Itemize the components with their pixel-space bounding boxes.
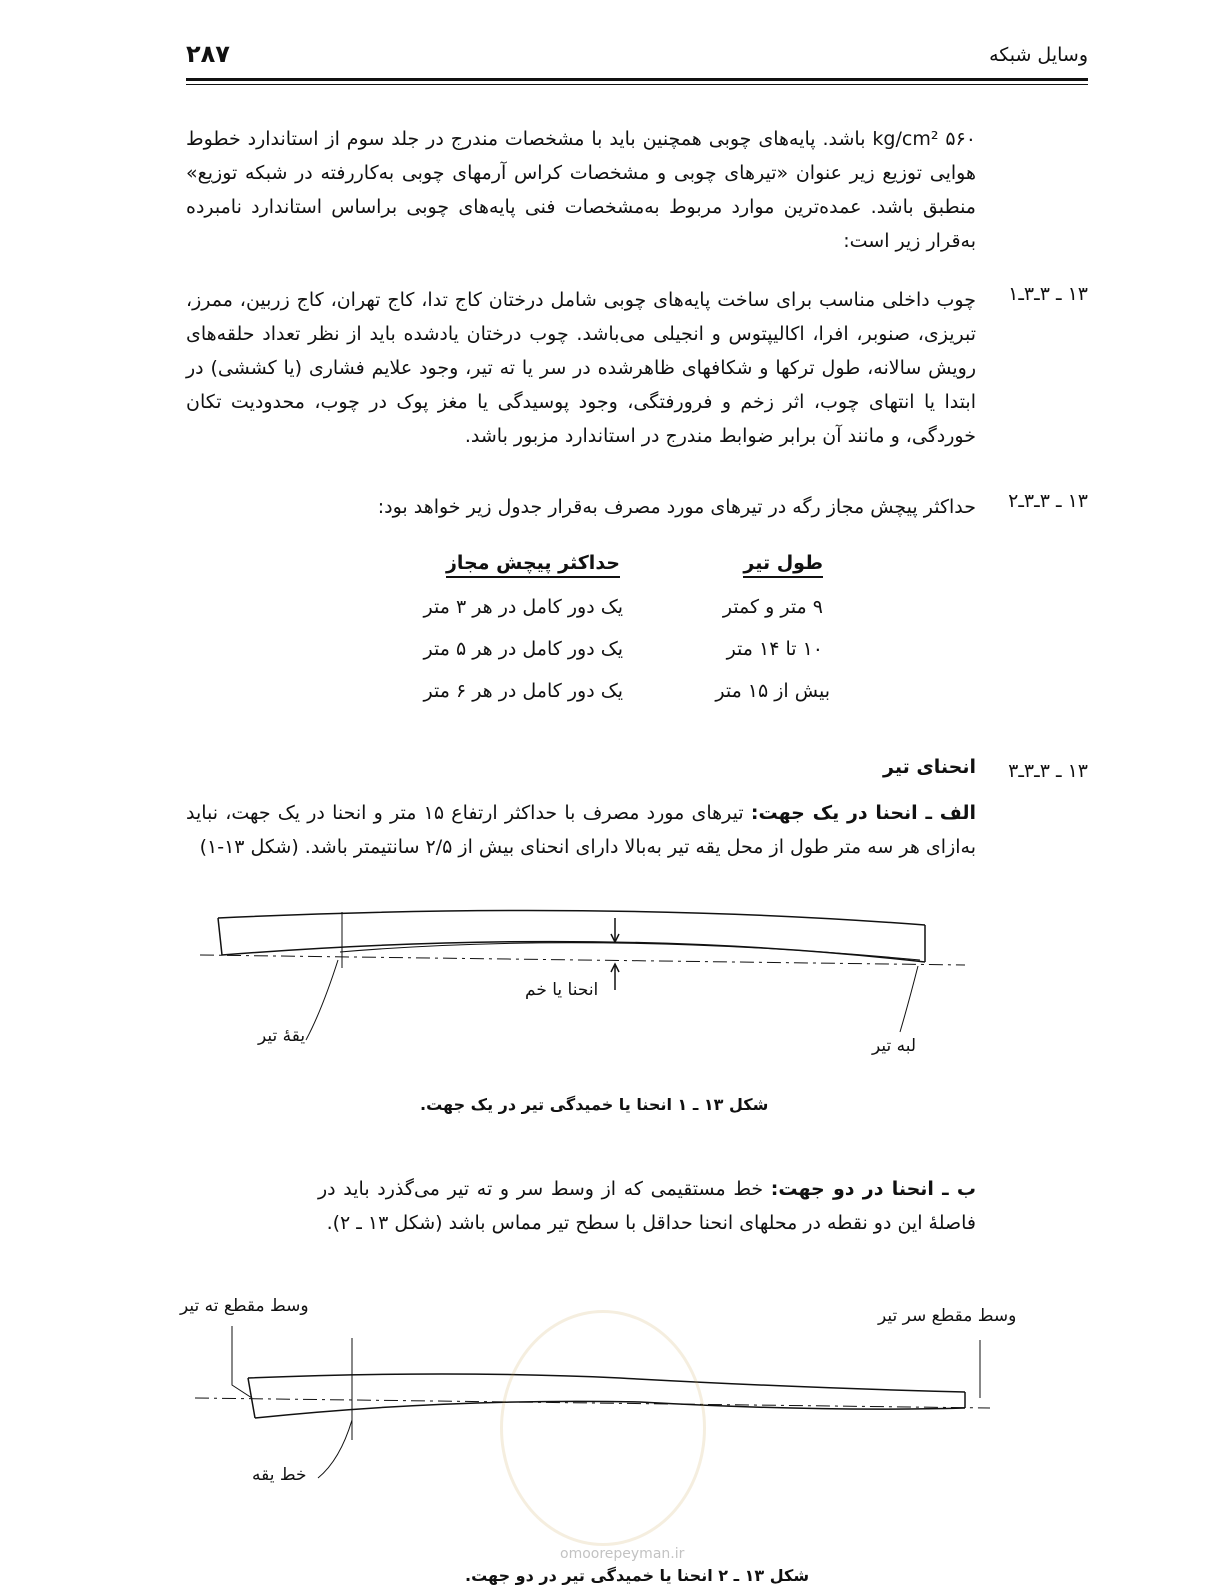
table-row-3-twist: یک دور کامل در هر ۶ متر [423, 680, 623, 702]
section-1-number: ۱۳ ـ ۳ـ۳ـ۱ [1008, 283, 1088, 305]
paragraph-a-text: تیرهای مورد مصرف با حداکثر ارتفاع ۱۵ متر و انحنا در یک جهت، نباید به‌ازای هر سه متر طول از محل یقه تیر به‌بالا دارای انحنای بیش از ۲/۵ سانتیمتر باشد. (شکل ۱۳-۱) [186, 802, 976, 858]
figure-2-caption: شکل ۱۳ ـ ۲ انحنا یا خمیدگی تیر در دو جهت. [465, 1566, 810, 1585]
table-header-length: طول تیر [743, 552, 823, 578]
figure-1-pole [200, 910, 965, 1040]
section-3-number: ۱۳ ـ ۳ـ۳ـ۳ [1008, 760, 1088, 782]
table-row-1-length: ۹ متر و کمتر [722, 596, 823, 618]
section-1-text: چوب داخلی مناسب برای ساخت پایه‌های چوبی شامل درختان کاج تدا، کاج تهران، کاج زربین، ممرز، تبریزی، صنوبر، افرا، اکالیپتوس و انجیلی می‌باشد. چوب درختان یادشده باید از نظر تعداد حلقه‌های رویش سالانه، طول ترکها و شکافهای ظاهرشده در سر یا ته تیر، وجود علایم فشاری (یا کششی) در ابتدا یا انتهای چوب، اثر زخم و فرورفتگی، وجود پوسیدگی یا مغز پوک در چوب، محدودیت تکان خوردگی، و مانند آن برابر ضوابط مندرج در استاندارد مزبور باشد. [186, 289, 976, 447]
figure-1-label-curve: انحنا یا خم [525, 980, 599, 1000]
watermark-seal [500, 1310, 706, 1546]
figure-1-label-collar: یقهٔ تیر [258, 1026, 306, 1046]
watermark-text: omoorepeyman.ir [560, 1546, 685, 1562]
header-rule-thick [186, 78, 1088, 81]
figure-1-label-tip: لبه تیر [872, 1036, 917, 1056]
header-rule-thin [186, 84, 1088, 85]
intro-paragraph: ۵۶۰ kg/cm² باشد. پایه‌های چوبی همچنین باید با مشخصات مندرج در جلد سوم از استاندارد خطوط هوایی توزیع زیر عنوان «تیرهای چوبی و مشخصات کراس آرمهای چوبی به‌کاررفته در شبکه توزیع» منطبق باشد. عمده‌ترین موارد مربوط به‌مشخصات فنی پایه‌های چوبی براساس استاندارد نامبرده به‌قرار زیر است: [186, 128, 976, 252]
table-row-1-twist: یک دور کامل در هر ۳ متر [423, 596, 623, 618]
figure-1-caption: شکل ۱۳ ـ ۱ انحنا یا خمیدگی تیر در یک جهت. [420, 1095, 769, 1114]
figure-2-label-collar-line: خط یقه [252, 1465, 307, 1485]
figure-2-label-top: وسط مقطع سر تیر [878, 1306, 1017, 1326]
paragraph-b-text: خط مستقیمی که از وسط سر و ته تیر می‌گذرد باید در فاصلهٔ این دو نقطه در محلهای انحنا حداقل با سطح تیر مماس باشد (شکل ۱۳ ـ ۲). [318, 1178, 976, 1234]
figure-2-label-butt: وسط مقطع ته تیر [180, 1296, 309, 1316]
section-2-text: حداکثر پیچش مجاز رگه در تیرهای مورد مصرف به‌قرار جدول زیر خواهد بود: [377, 496, 976, 518]
page-number: ۲۸۷ [186, 40, 230, 68]
paragraph-a-label: الف ـ انحنا در یک جهت: [750, 802, 976, 824]
section-2-number: ۱۳ ـ ۳ـ۳ـ۲ [1008, 490, 1088, 512]
paragraph-a [186, 796, 976, 864]
section-3-title: انحنای تیر [883, 756, 976, 778]
paragraph-b [318, 1172, 976, 1240]
table-row-3-length: بیش از ۱۵ متر [715, 680, 830, 702]
table-row-2-length: ۱۰ تا ۱۴ متر [726, 638, 823, 660]
chapter-title: وسایل شبکه [989, 44, 1088, 66]
table-header-twist: حداکثر پیچش مجاز [446, 552, 620, 578]
table-row-2-twist: یک دور کامل در هر ۵ متر [423, 638, 623, 660]
paragraph-b-label: ب ـ انحنا در دو جهت: [770, 1178, 977, 1200]
